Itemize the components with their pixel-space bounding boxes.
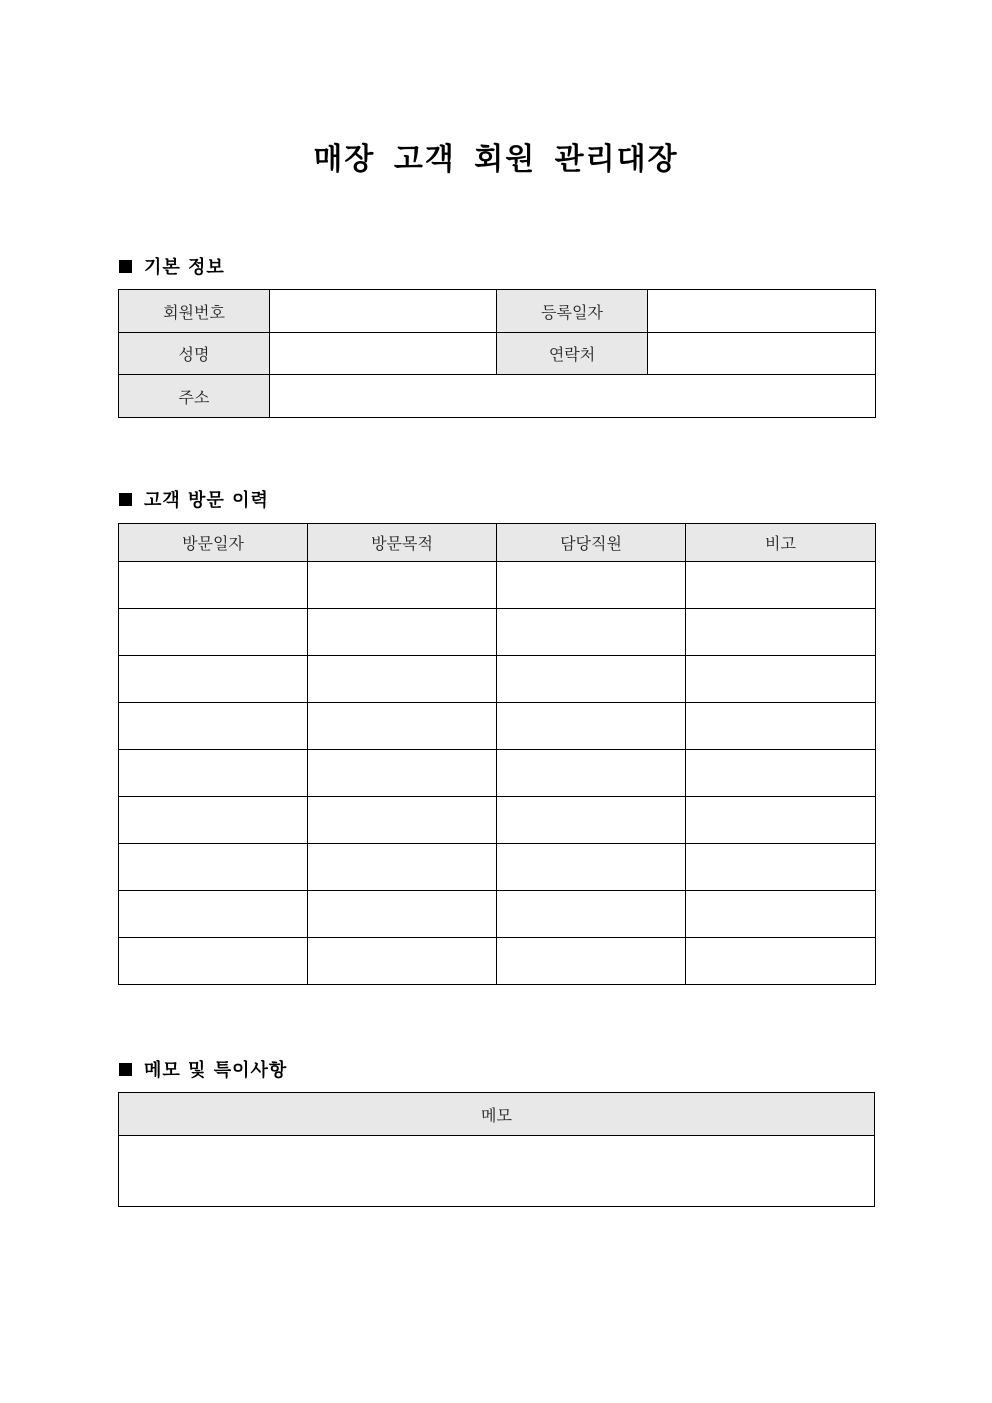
col-staff: 담당직원 (497, 524, 686, 562)
table-row (119, 562, 876, 609)
staff-cell[interactable] (497, 797, 686, 844)
visit-purpose-cell[interactable] (308, 844, 497, 891)
visit-date-cell[interactable] (119, 609, 308, 656)
visit-purpose-cell[interactable] (308, 797, 497, 844)
table-row (119, 609, 876, 656)
staff-cell[interactable] (497, 844, 686, 891)
section-heading-memo-label: 메모 및 특이사항 (144, 1060, 288, 1081)
table-row (119, 797, 876, 844)
staff-cell[interactable] (497, 891, 686, 938)
label-address: 주소 (119, 375, 270, 418)
visit-purpose-cell[interactable] (308, 656, 497, 703)
section-heading-visits (119, 486, 269, 512)
visit-purpose-cell[interactable] (308, 891, 497, 938)
section-heading-memo (119, 1056, 287, 1082)
visit-date-cell[interactable] (119, 656, 308, 703)
note-cell[interactable] (686, 797, 876, 844)
visit-date-cell[interactable] (119, 750, 308, 797)
label-contact: 연락처 (497, 333, 648, 375)
col-visit-purpose: 방문목적 (308, 524, 497, 562)
staff-cell[interactable] (497, 703, 686, 750)
staff-cell[interactable] (497, 562, 686, 609)
visit-purpose-cell[interactable] (308, 938, 497, 985)
note-cell[interactable] (686, 562, 876, 609)
table-row (119, 891, 876, 938)
staff-cell[interactable] (497, 938, 686, 985)
page-title: 매장 고객 회원 관리대장 (313, 142, 679, 177)
table-row (119, 750, 876, 797)
name-field[interactable] (270, 333, 497, 375)
staff-cell[interactable] (497, 609, 686, 656)
col-visit-date: 방문일자 (119, 524, 308, 562)
memo-table (118, 1092, 875, 1207)
table-row (119, 844, 876, 891)
note-cell[interactable] (686, 656, 876, 703)
basic-info-table (118, 289, 876, 418)
visit-purpose-cell[interactable] (308, 609, 497, 656)
member-no-field[interactable] (270, 290, 497, 333)
table-row (119, 656, 876, 703)
square-bullet-icon (119, 493, 132, 506)
label-member-no: 회원번호 (119, 290, 270, 333)
memo-field[interactable] (119, 1136, 875, 1207)
label-reg-date: 등록일자 (497, 290, 648, 333)
section-heading-basic-label: 기본 정보 (144, 257, 225, 278)
note-cell[interactable] (686, 750, 876, 797)
table-row (119, 703, 876, 750)
section-heading-visits-label: 고객 방문 이력 (144, 490, 269, 511)
square-bullet-icon (119, 1063, 132, 1076)
visit-date-cell[interactable] (119, 562, 308, 609)
visit-date-cell[interactable] (119, 844, 308, 891)
col-memo: 메모 (119, 1093, 875, 1136)
contact-field[interactable] (648, 333, 876, 375)
address-field[interactable] (270, 375, 876, 418)
visit-date-cell[interactable] (119, 938, 308, 985)
visit-purpose-cell[interactable] (308, 703, 497, 750)
visit-date-cell[interactable] (119, 703, 308, 750)
note-cell[interactable] (686, 703, 876, 750)
note-cell[interactable] (686, 938, 876, 985)
reg-date-field[interactable] (648, 290, 876, 333)
staff-cell[interactable] (497, 656, 686, 703)
visit-purpose-cell[interactable] (308, 562, 497, 609)
visit-date-cell[interactable] (119, 891, 308, 938)
square-bullet-icon (119, 260, 132, 273)
col-note: 비고 (686, 524, 876, 562)
note-cell[interactable] (686, 609, 876, 656)
visit-history-table (118, 523, 876, 985)
visit-date-cell[interactable] (119, 797, 308, 844)
table-row (119, 938, 876, 985)
staff-cell[interactable] (497, 750, 686, 797)
visit-purpose-cell[interactable] (308, 750, 497, 797)
section-heading-basic (119, 253, 225, 279)
label-name: 성명 (119, 333, 270, 375)
note-cell[interactable] (686, 844, 876, 891)
note-cell[interactable] (686, 891, 876, 938)
